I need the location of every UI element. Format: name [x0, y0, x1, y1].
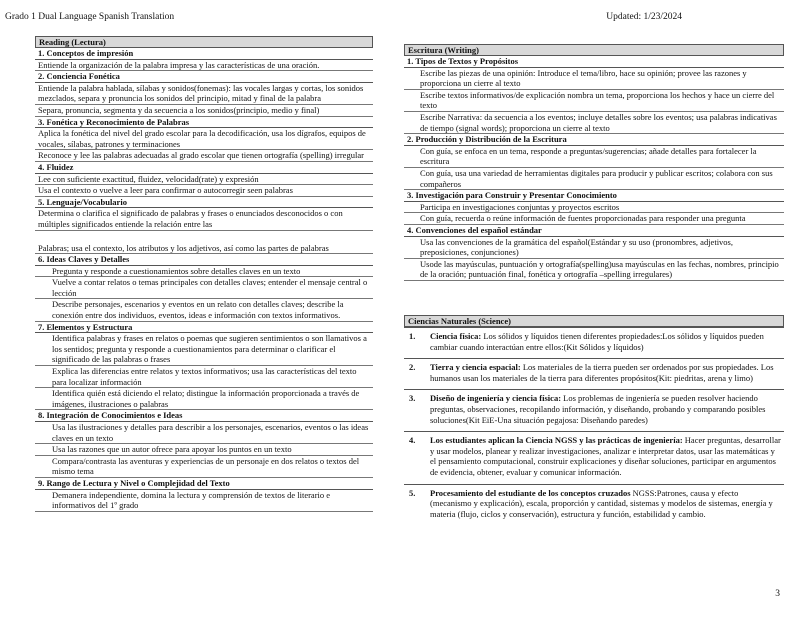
writing-section-title: 2. Producción y Distribución de la Escritura — [404, 134, 784, 146]
science-item-number: 2. — [409, 362, 416, 373]
reading-standard: Palabras; usa el contexto, los atributos y los adjetivos, así como las partes de palabras — [35, 243, 373, 255]
reading-section-title: 6. Ideas Claves y Detalles — [35, 254, 373, 266]
spacer — [35, 231, 373, 243]
science-item-number: 1. — [409, 331, 416, 341]
writing-column — [404, 44, 784, 281]
reading-standard: Vuelve a contar relatos o temas principales con detalles claves; entender el mensaje central o lección — [35, 277, 373, 299]
reading-header: Reading (Lectura) — [35, 36, 373, 48]
writing-section-title: 4. Convenciones del español estándar — [404, 225, 784, 237]
science-column — [404, 315, 784, 525]
reading-section-title: 4. Fluidez — [35, 162, 373, 174]
reading-standard: Determina o clarifica el significado de palabras y frases o enunciados desconocidos o con múltiples significados entiende la relación entre las — [35, 208, 373, 230]
science-item-label: Los estudiantes aplican la Ciencia NGSS y las prácticas de ingeniería: — [430, 435, 683, 446]
writing-standard: Con guía, usa una variedad de herramientas digitales para producir y publicar escritos; colabora con sus compañeros — [404, 168, 784, 190]
science-item-text — [430, 488, 782, 520]
science-item — [404, 390, 784, 432]
reading-section-title: 9. Rango de Lectura y Nivel o Complejidad del Texto — [35, 478, 373, 490]
writing-standard: Escribe Narrativa: da secuencia a los eventos; incluye detalles sobre los eventos; usa palabras indicativas de tiempo (signal words); proporciona un cierre al texto — [404, 112, 784, 134]
reading-standard: Separa, pronuncia, segmenta y da secuencia a los sonidos(principio, medio y final) — [35, 105, 373, 117]
writing-standard: Usa las convenciones de la gramática del español(Estándar y su uso (pronombres, adjetivos, preposiciones, conjunciones) — [404, 237, 784, 259]
science-item-description: Los problemas de ingeniería se pueden resolver haciendo preguntas, observaciones, recopilando información, y diseñando, probando y comparando posibles soluciones(Kit EiE-Una situación pegajosa: Diseñando paredes) — [430, 393, 766, 425]
reading-standard: Pregunta y responde a cuestionamientos sobre detalles claves en un texto — [35, 266, 373, 278]
science-item-number: 4. — [409, 435, 416, 446]
science-item-label: Diseño de ingeniería y ciencia física: — [430, 393, 562, 404]
reading-standard: Usa las razones que un autor ofrece para apoyar los puntos en un texto — [35, 444, 373, 456]
science-item-text — [430, 435, 782, 477]
science-item-text — [430, 393, 782, 425]
reading-section-title: 7. Elementos y Estructura — [35, 322, 373, 334]
reading-column — [35, 36, 373, 512]
science-item-label: Ciencia física: — [430, 331, 482, 341]
writing-standard: Usode las mayúsculas, puntuación y ortografía(spelling)usa mayúsculas en las fechas, nombres, principio de la oración; puntuación final, fonética y ortografía –spelling irregulares) — [404, 259, 784, 281]
reading-standard: Explica las diferencias entre relatos y textos informativos; usa las características del texto para localizar información — [35, 366, 373, 388]
reading-standard: Demanera independiente, domina la lectura y comprensión de textos de literario e informativos del 1º grado — [35, 490, 373, 512]
reading-standard: Compara/contrasta las aventuras y experiencias de un personaje en dos relatos o textos del mismo tema — [35, 456, 373, 478]
science-item-description: Los sólidos y líquidos tienen diferentes propiedades:Los sólidos y líquidos pueden cambiar cuando interactúan entre ellos:(Kit Sólidos y líquidos) — [430, 331, 764, 352]
science-item-text — [430, 362, 782, 383]
science-item-description: Hacer preguntas, desarrollar y usar modelos, planear y realizar investigaciones, analizar e interpretar datos, usar las matemáticas y el pensamiento computacional, construir explicaciones y diseñar soluciones, participar en argumentos de evidencia, obtener, evaluar y comunicar información. — [430, 435, 781, 477]
reading-standard: Aplica la fonética del nivel del grado escolar para la decodificación, usa los dígrafos, equipos de vocales, sílabas, patrones y terminaciones — [35, 128, 373, 150]
reading-standard: Usa el contexto o vuelve a leer para confirmar o autocorregir seen palabras — [35, 185, 373, 197]
writing-sections — [404, 56, 784, 281]
reading-standard: Entiende la organización de la palabra impresa y las características de una oración. — [35, 60, 373, 72]
reading-standard: Identifica palabras y frases en relatos o poemas que sugieren sentimientos o son llamativos a los sentidos; pregunta y responde a cuestionamientos para determinar o clarificar el significado de las palabras o frases — [35, 333, 373, 366]
reading-standard: Lee con suficiente exactitud, fluidez, velocidad(rate) y expresión — [35, 174, 373, 186]
document-header-title: Grado 1 Dual Language Spanish Translation — [5, 12, 175, 22]
science-item — [404, 359, 784, 390]
reading-section-title: 8. Integración de Conocimientos e Ideas — [35, 410, 373, 422]
writing-section-title: 3. Investigación para Construir y Presentar Conocimiento — [404, 190, 784, 202]
science-item-label: Tierra y ciencia espacial: — [430, 362, 521, 373]
science-items — [404, 327, 784, 525]
science-item — [404, 328, 784, 359]
writing-section-title: 1. Tipos de Textos y Propósitos — [404, 56, 784, 68]
reading-section-title: 1. Conceptos de impresión — [35, 48, 373, 60]
page-number: 3 — [775, 589, 780, 600]
science-item-description: NGSS:Patrones, causa y efecto (mecanismo y explicación), escala, proporción y cantidad, sistemas y modelos de sistemas, energía y materia (flujo, ciclos y conservación), estructura y función, estabilidad y cambio. — [430, 487, 773, 519]
science-item — [404, 485, 784, 526]
reading-standard: Identifica quién está diciendo el relato; distingue la información proporcionada a través de imágenes, ilustraciones o palabras — [35, 388, 373, 410]
reading-standard: Reconoce y lee las palabras adecuadas al grado escolar que tienen ortografía (spelling) irregular — [35, 150, 373, 162]
reading-sections — [35, 48, 373, 512]
science-item-number: 5. — [409, 487, 416, 498]
reading-standard: Entiende la palabra hablada, sílabas y sonidos(fonemas): las vocales largas y cortas, los sonidos mezclados, separa y pronuncia los sonidos del principio, mitad y final de la palabra — [35, 83, 373, 105]
science-item-description: Los materiales de la tierra pueden ser ordenados por sus propiedades. Los humanos usan los materiales de la tierra para diferentes propósitos(Kit: piedritas, arena y limo) — [430, 362, 774, 383]
writing-header: Escritura (Writing) — [404, 44, 784, 56]
reading-section-title: 3. Fonética y Reconocimiento de Palabras — [35, 117, 373, 129]
science-item-number: 3. — [409, 393, 416, 404]
science-header: Ciencias Naturales (Science) — [404, 315, 784, 327]
reading-section-title: 5. Lenguaje/Vocabulario — [35, 197, 373, 209]
writing-standard: Escribe textos informativos/de explicación nombra un tema, proporciona los hechos y hace un cierre del texto — [404, 90, 784, 112]
reading-standard: Describe personajes, escenarios y eventos en un relato con detalles claves; describe la conexión entre dos individuos, eventos, ideas e información con textos informativos. — [35, 299, 373, 321]
reading-standard: Usa las ilustraciones y detalles para describir a los personajes, escenarios, eventos o las ideas claves en un texto — [35, 422, 373, 444]
writing-standard: Con guía, recuerda o reúne información de fuentes proporcionadas para responder una pregunta — [404, 213, 784, 225]
reading-section-title: 2. Conciencia Fonética — [35, 71, 373, 83]
writing-standard: Participa en investigaciones conjuntas y proyectos escritos — [404, 202, 784, 214]
document-updated-date: Updated: 1/23/2024 — [606, 12, 682, 22]
science-item — [404, 432, 784, 484]
science-item-text — [430, 331, 782, 352]
writing-standard: Con guía, se enfoca en un tema, responde a preguntas/sugerencias; añade detalles para fortalecer la escritura — [404, 146, 784, 168]
science-item-label: Procesamiento del estudiante de los conceptos cruzados — [430, 487, 631, 498]
writing-standard: Escribe las piezas de una opinión: Introduce el tema/libro, hace su opinión; provee las razones y proporciona un cierre al texto — [404, 68, 784, 90]
